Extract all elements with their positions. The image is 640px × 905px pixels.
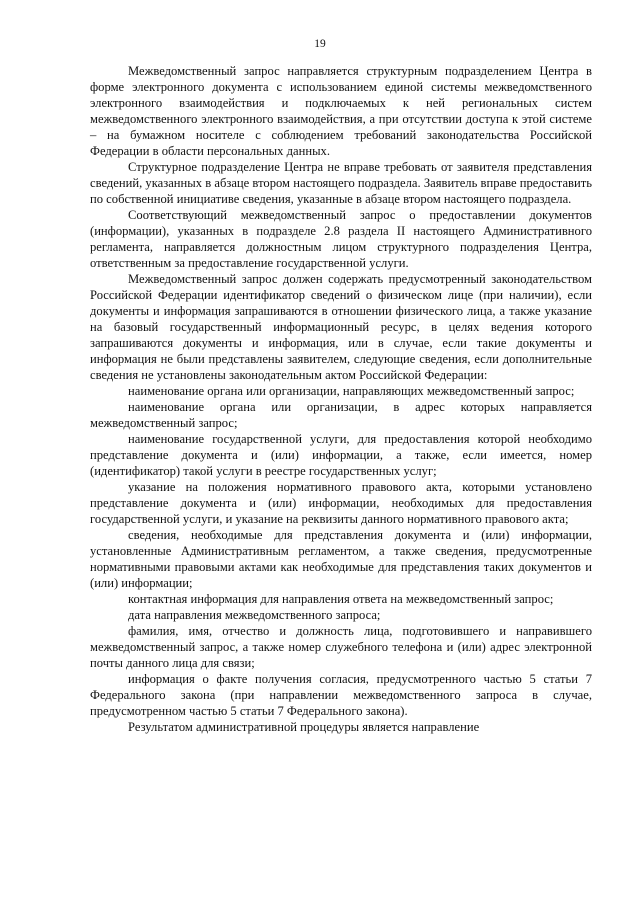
list-item-requesting-body: наименование органа или организации, направляющих межведомственный запрос;: [128, 384, 575, 398]
paragraph-2: Структурное подразделение Центра не вправе требовать от заявителя представления сведений, указанных в абзаце втором настоящего подраздела. Заявитель вправе предоставить по собственной инициативе сведения, указанные в абзаце втором настоящего подраздела.: [90, 160, 592, 206]
list-item-legal-act: указание на положения нормативного правового акта, которыми установлено представление документа и (или) информации, необходимых для предоставления государственной услуги, и указание на реквизиты данного нормативного правового акта;: [90, 480, 592, 526]
list-item-service-name: наименование государственной услуги, для предоставления которой необходимо представление документа и (или) информации, а также, если имеется, номер (идентификатор) такой услуги в реестре государственных услуг;: [90, 432, 592, 478]
page-number: 19: [314, 38, 326, 50]
paragraph-1: Межведомственный запрос направляется структурным подразделением Центра в форме электронного документа с использованием единой системы межведомственного электронного взаимодействия и подключаемых к ней региональных систем межведомственного электронного взаимодействия, а при отсутствии доступа к этой системе – на бумажном носителе с соблюдением требований законодательства Российской Федерации в области персональных данных.: [90, 64, 592, 158]
list-item-consent: информация о факте получения согласия, предусмотренного частью 5 статьи 7 Федерального закона (при направлении межведомственного запроса в случае, предусмотренном частью 5 статьи 7 Федерального закона).: [90, 672, 592, 718]
list-item-addressee-body: наименование органа или организации, в адрес которых направляется межведомственный запрос;: [90, 400, 592, 430]
paragraph-3: Соответствующий межведомственный запрос о предоставлении документов (информации), указанных в подразделе 2.8 раздела II настоящего Административного регламента, направляется должностным лицом структурного подразделения Центра, ответственным за предоставление государственной услуги.: [90, 208, 592, 270]
list-item-official: фамилия, имя, отчество и должность лица, подготовившего и направившего межведомственный запрос, а также номер служебного телефона и (или) адрес электронной почты данного лица для связи;: [90, 624, 592, 670]
paragraph-4: Межведомственный запрос должен содержать предусмотренный законодательством Российской Федерации идентификатор сведений о физическом лице (при наличии), если документы и информация запрашиваются в отношении физического лица, а также указание на базовый государственный информационный ресурс, в целях ведения которого запрашиваются документы и информация, или в случае, если такие документы и информация не были представлены заявителем, следующие сведения, если дополнительные сведения не установлены законодательным актом Российской Федерации:: [90, 272, 592, 382]
list-item-request-date: дата направления межведомственного запроса;: [128, 608, 381, 622]
paragraph-result: Результатом административной процедуры является направление: [128, 720, 480, 734]
document-body: [90, 63, 592, 735]
list-item-contact-info: контактная информация для направления ответа на межведомственный запрос;: [128, 592, 554, 606]
list-item-required-info: сведения, необходимые для представления документа и (или) информации, установленные Административным регламентом, а также сведения, предусмотренные нормативными правовыми актами как необходимые для представления таких документов и (или) информации;: [90, 528, 592, 590]
